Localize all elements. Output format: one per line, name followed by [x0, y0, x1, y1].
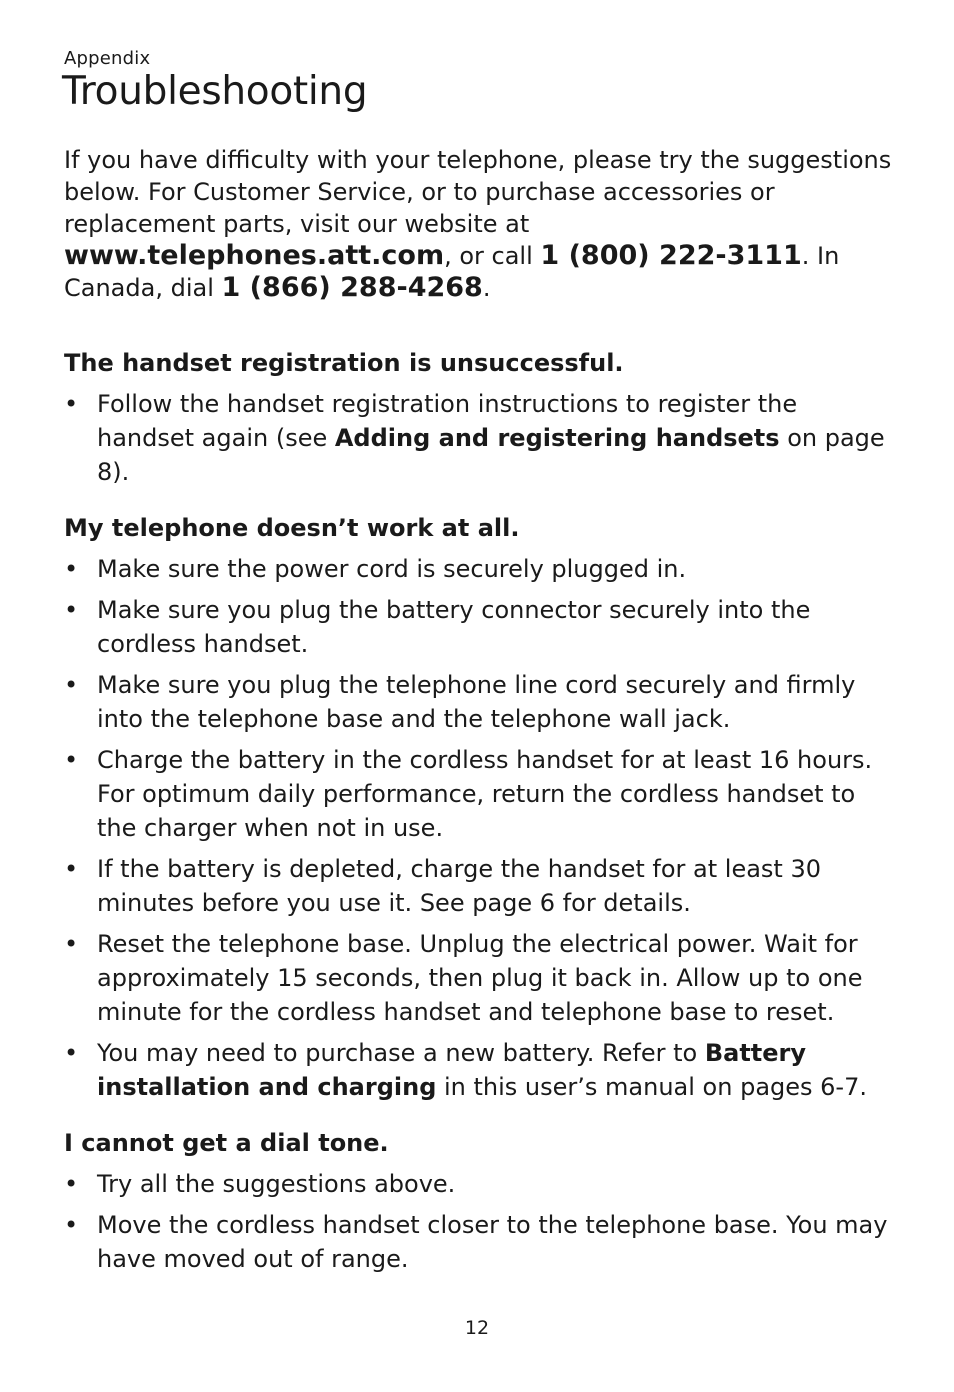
- list-item: [64, 1208, 894, 1276]
- bullet-icon: •: [64, 1039, 79, 1067]
- intro-text-2: , or call: [444, 242, 541, 270]
- bullet-icon: •: [64, 1170, 79, 1198]
- item-text: on page 8).: [97, 424, 885, 486]
- intro-text-1: If you have difficulty with your telephone, please try the suggestions below. For Customer Service, or to purchase accessories or replacement parts, visit our website at: [64, 146, 892, 238]
- item-text: Follow the handset registration instructions to register the handset again (see: [97, 390, 798, 452]
- section-spacer: [64, 489, 894, 511]
- item-text: Move the cordless handset closer to the telephone base. You may have moved out of range.: [97, 1211, 888, 1273]
- troubleshooting-content: [64, 346, 894, 1276]
- list-item: [64, 927, 894, 1029]
- bullet-icon: •: [64, 855, 79, 883]
- item-text: If the battery is depleted, charge the handset for at least 30 minutes before you use it. See page 6 for details.: [97, 855, 822, 917]
- phone-us: 1 (800) 222-3111: [540, 240, 802, 271]
- list-item: [64, 552, 894, 586]
- section-heading-registration: The handset registration is unsuccessful.: [64, 349, 624, 377]
- list-item: [64, 593, 894, 661]
- section-heading-dial-tone: I cannot get a dial tone.: [64, 1129, 389, 1157]
- page-number: 12: [464, 1317, 490, 1339]
- list-item: [64, 387, 894, 489]
- list-item: [64, 852, 894, 920]
- bullet-icon: •: [64, 390, 79, 418]
- bullet-list-dial-tone: [64, 1167, 894, 1276]
- bullet-icon: •: [64, 1211, 79, 1239]
- section-label: Appendix: [64, 48, 151, 69]
- item-bold-ref: Adding and registering handsets: [334, 424, 780, 452]
- section-spacer: [64, 1104, 894, 1126]
- bullet-icon: •: [64, 930, 79, 958]
- item-bold-ref: Battery installation and charging: [97, 1039, 807, 1101]
- item-text: You may need to purchase a new battery. Refer to: [97, 1039, 705, 1067]
- bullet-icon: •: [64, 746, 79, 774]
- phone-canada: 1 (866) 288-4268: [221, 272, 483, 303]
- website-link[interactable]: www.telephones.att.com: [64, 240, 445, 271]
- item-text: in this user’s manual on pages 6-7.: [436, 1073, 867, 1101]
- bullet-icon: •: [64, 671, 79, 699]
- intro-paragraph: [64, 144, 894, 304]
- list-item: [64, 743, 894, 845]
- intro-text-4: .: [482, 274, 491, 302]
- item-text: Reset the telephone base. Unplug the electrical power. Wait for approximately 15 seconds, then plug it back in. Allow up to one minute for the cordless handset and telephone base to reset.: [97, 930, 863, 1026]
- item-text: Make sure the power cord is securely plugged in.: [97, 555, 687, 583]
- page-title: Troubleshooting: [62, 69, 368, 114]
- bullet-list-no-work: [64, 552, 894, 1104]
- list-item: [64, 668, 894, 736]
- item-text: Charge the battery in the cordless handset for at least 16 hours. For optimum daily performance, return the cordless handset to the charger when not in use.: [97, 746, 873, 842]
- list-item: [64, 1036, 894, 1104]
- item-text: Make sure you plug the battery connector securely into the cordless handset.: [97, 596, 811, 658]
- intro-text-3: . In Canada, dial: [64, 242, 840, 302]
- list-item: [64, 1167, 894, 1201]
- section-heading-no-work: My telephone doesn’t work at all.: [64, 514, 520, 542]
- item-text: Try all the suggestions above.: [97, 1170, 456, 1198]
- item-text: Make sure you plug the telephone line cord securely and firmly into the telephone base and the telephone wall jack.: [97, 671, 856, 733]
- bullet-icon: •: [64, 596, 79, 624]
- bullet-icon: •: [64, 555, 79, 583]
- bullet-list-registration: [64, 387, 894, 489]
